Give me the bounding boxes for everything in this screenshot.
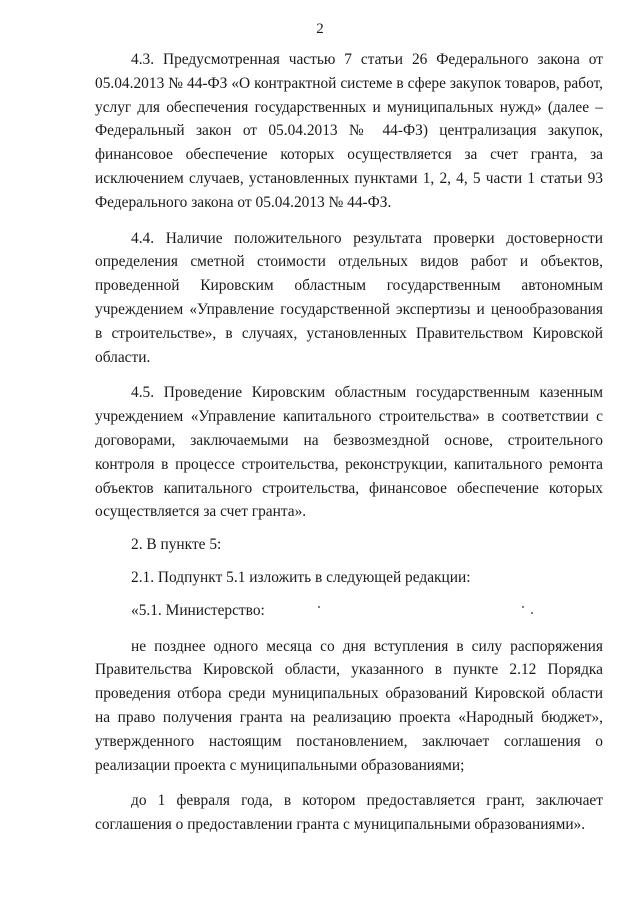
document-body xyxy=(95,48,603,837)
scan-speck xyxy=(522,606,524,608)
page-number: 2 xyxy=(316,21,324,37)
scan-speck xyxy=(531,612,533,614)
paragraph-4-5: 4.5. Проведение Кировским областным государственным казенным учреждением «Управление капитального строительства» в соответствии с договорами, заключаемыми на безвозмездной основе, строительного контроля в процессе строительства, реконструкции, капитального ремонта объектов капитального строительства, финансовое обеспечение которых осуществляется за счет гранта». xyxy=(95,384,603,521)
paragraph-item-5-1: «5.1. Министерство: xyxy=(131,601,265,619)
paragraph-4-4: 4.4. Наличие положительного результата проверки достоверности определения сметной стоимости отдельных видов работ и объектов, проведенной Кировским областным государственным автономным учреждением «Управление государственной экспертизы и ценообразования в строительстве», в случаях, установленных Правительством Кировской области. xyxy=(95,229,603,366)
paragraph-4-3: 4.3. Предусмотренная частью 7 статьи 26 Федерального закона от 05.04.2013 № 44-ФЗ «О контрактной системе в сфере закупок товаров, работ, услуг для обеспечения государственных и муниципальных нужд» (далее – Федеральный закон от 05.04.2013 № 44-ФЗ) централизация закупок, финансовое обеспечение которых осуществляется за счет гранта, за исключением случаев, установленных пунктами 1, 2, 4, 5 части 1 статьи 93 Федерального закона от 05.04.2013 № 44-ФЗ. xyxy=(95,51,603,211)
paragraph-item-2: 2. В пункте 5: xyxy=(131,536,222,554)
paragraph-ministry-obligation-1: не позднее одного месяца со дня вступления в силу распоряжения Правительства Кировской области, указанного в пункте 2.12 Порядка проведения отбора среди муниципальных образований Кировской области на право получения гранта на реализацию проекта «Народный бюджет», утвержденного настоящим постановлением, заключает соглашения о реализации проекта с муниципальными образованиями; xyxy=(95,637,603,774)
scan-speck xyxy=(318,606,320,608)
paragraph-item-2-1: 2.1. Подпункт 5.1 изложить в следующей редакции: xyxy=(131,568,471,586)
paragraph-ministry-obligation-2: до 1 февраля года, в котором предоставляется грант, заключает соглашения о предоставлении гранта с муниципальными образованиями». xyxy=(95,792,603,834)
